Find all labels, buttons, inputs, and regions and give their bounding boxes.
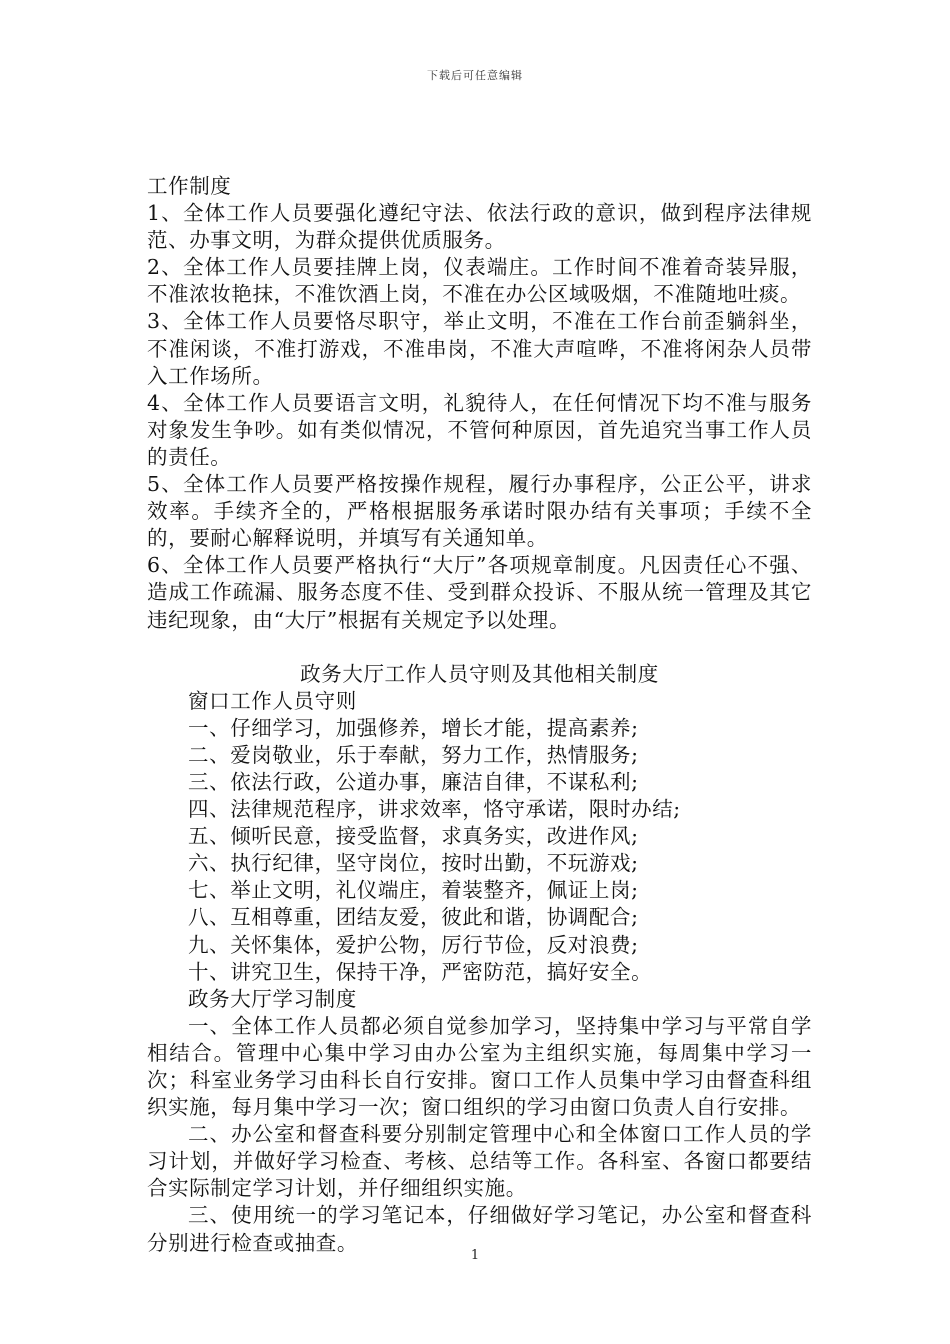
header-note: 下载后可任意编辑 [427,69,523,82]
work-rule-item: 6、全体工作人员要严格执行“大厅”各项规章制度。凡因责任心不强、造成工作疏漏、服务态度不佳、受到群众投诉、不服从统一管理及其它违纪现象，由“大厅”根据有关规定予以处理。 [147,553,812,632]
document-body [147,173,812,1257]
section-title-work-rules: 工作制度 [147,174,232,198]
study-rule-paragraph: 三、使用统一的学习笔记本，仔细做好学习笔记，办公室和督查科分别进行检查或抽查。 [147,1203,812,1255]
work-rule-item: 5、全体工作人员要严格按操作规程，履行办事程序，公正公平，讲求效率。手续齐全的，严格根据服务承诺时限办结有关事项；手续不全的，要耐心解释说明，并填写有关通知单。 [147,472,812,551]
work-rule-item: 4、全体工作人员要语言文明，礼貌待人，在任何情况下均不准与服务对象发生争吵。如有类似情况，不管何种原因，首先追究当事工作人员的责任。 [147,390,812,469]
window-rule-item: 一、仔细学习，加强修养，增长才能，提高素养; [188,715,639,740]
subsection-title-study-system: 政务大厅学习制度 [188,986,357,1011]
section-title-hall-rules: 政务大厅工作人员守则及其他相关制度 [300,661,659,686]
window-rule-item: 二、爱岗敬业，乐于奉献，努力工作，热情服务; [188,742,639,767]
work-rule-item: 2、全体工作人员要挂牌上岗，仪表端庄。工作时间不准着奇装异服，不准浓妆艳抹，不准饮酒上岗，不准在办公区域吸烟，不准随地吐痰。 [147,255,812,307]
window-rule-item: 十、讲究卫生，保持干净，严密防范，搞好安全。 [188,959,653,984]
window-rule-item: 三、依法行政，公道办事，廉洁自律，不谋私利; [188,769,639,794]
work-rule-item: 3、全体工作人员要恪尽职守，举止文明，不准在工作台前歪躺斜坐，不准闲谈，不准打游戏，不准串岗，不准大声喧哗，不准将闲杂人员带入工作场所。 [147,309,812,388]
section-spacer [147,634,812,661]
study-rule-paragraph: 二、办公室和督查科要分别制定管理中心和全体窗口工作人员的学习计划，并做好学习检查、考核、总结等工作。各科室、各窗口都要结合实际制定学习计划，并仔细组织实施。 [147,1122,812,1201]
window-rule-item: 四、法律规范程序，讲求效率，恪守承诺，限时办结; [188,797,681,822]
window-rule-item: 八、互相尊重，团结友爱，彼此和谐，协调配合; [188,905,639,930]
page-number: 1 [470,1248,480,1263]
window-rule-item: 六、执行纪律，坚守岗位，按时出勤，不玩游戏; [188,851,639,876]
work-rule-item: 1、全体工作人员要强化遵纪守法、依法行政的意识，做到程序法律规范、办事文明，为群众提供优质服务。 [147,201,812,253]
subsection-title-window-staff: 窗口工作人员守则 [188,688,357,713]
window-rule-item: 七、举止文明，礼仪端庄，着装整齐，佩证上岗; [188,878,639,903]
window-rule-item: 九、关怀集体，爱护公物，厉行节俭，反对浪费; [188,932,639,957]
study-rule-paragraph: 一、全体工作人员都必须自觉参加学习，坚持集中学习与平常自学相结合。管理中心集中学习由办公室为主组织实施，每周集中学习一次；科室业务学习由科长自行安排。窗口工作人员集中学习由督查科组织实施，每月集中学习一次；窗口组织的学习由窗口负责人自行安排。 [147,1013,812,1120]
window-rule-item: 五、倾听民意，接受监督，求真务实，改进作风; [188,824,639,849]
